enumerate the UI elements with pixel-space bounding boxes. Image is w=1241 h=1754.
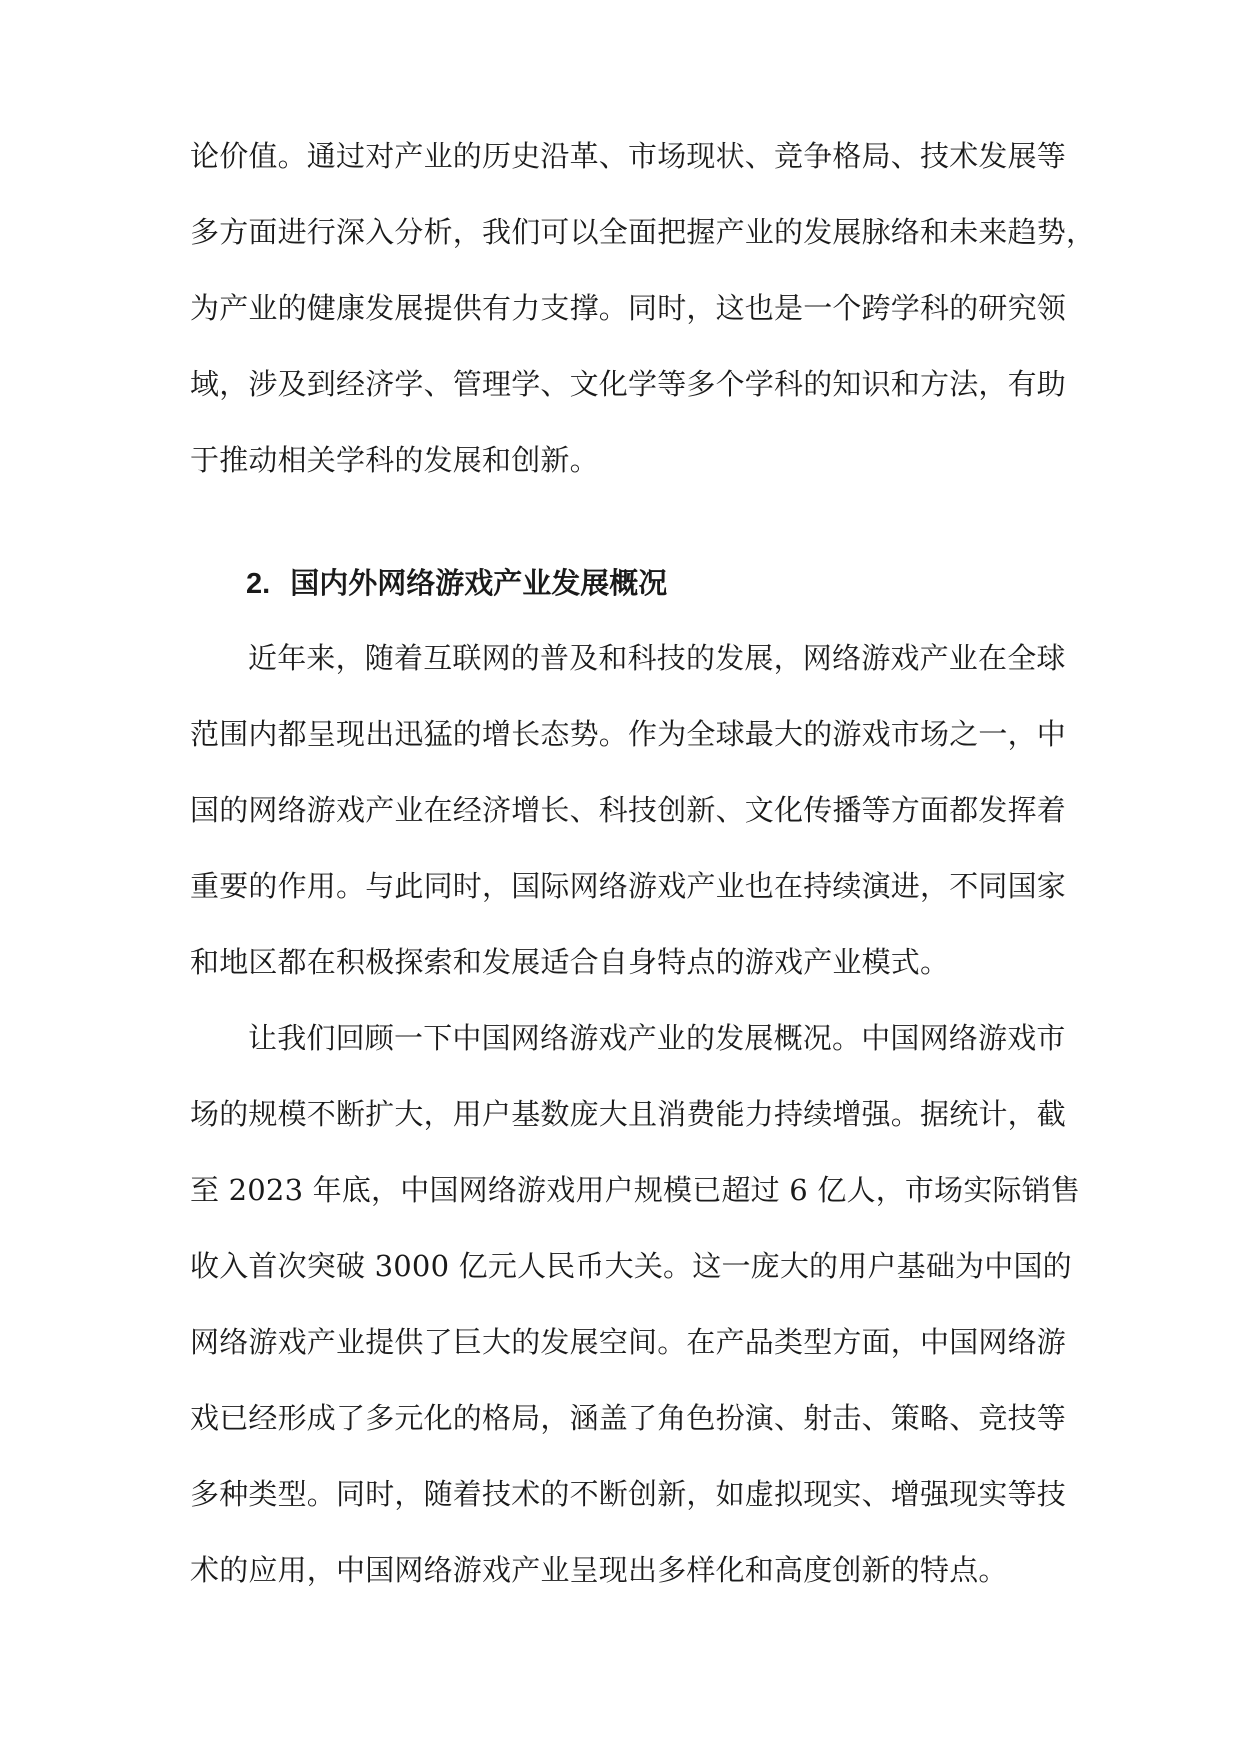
text-line: 至 2023 年底，中国网络游戏用户规模已超过 6 亿人，市场实际销售	[190, 1173, 1081, 1207]
text-line: 近年来，随着互联网的普及和科技的发展，网络游戏产业在全球	[248, 641, 1066, 675]
text-line: 戏已经形成了多元化的格局，涵盖了角色扮演、射击、策略、竞技等	[190, 1401, 1067, 1435]
text-line: 术的应用，中国网络游戏产业呈现出多样化和高度创新的特点。	[190, 1553, 1008, 1587]
text-line: 场的规模不断扩大，用户基数庞大且消费能力持续增强。据统计，截	[190, 1097, 1067, 1131]
text-line: 重要的作用。与此同时，国际网络游戏产业也在持续演进，不同国家	[190, 869, 1067, 903]
section-number: 2.	[246, 568, 271, 600]
text-line: 网络游戏产业提供了巨大的发展空间。在产品类型方面，中国网络游	[190, 1325, 1067, 1359]
text-line: 论价值。通过对产业的历史沿革、市场现状、竞争格局、技术发展等	[190, 139, 1067, 173]
text-line: 多方面进行深入分析，我们可以全面把握产业的发展脉络和未来趋势，	[190, 215, 1096, 249]
text-line: 域，涉及到经济学、管理学、文化学等多个学科的知识和方法，有助	[190, 367, 1067, 401]
text-line: 国的网络游戏产业在经济增长、科技创新、文化传播等方面都发挥着	[190, 793, 1067, 827]
text-line: 收入首次突破 3000 亿元人民币大关。这一庞大的用户基础为中国的	[190, 1249, 1072, 1283]
text-line: 于推动相关学科的发展和创新。	[190, 443, 599, 477]
paragraph-overview	[190, 620, 1070, 1000]
paragraph-intro	[190, 118, 1096, 498]
text-line: 为产业的健康发展提供有力支撑。同时，这也是一个跨学科的研究领	[190, 291, 1067, 325]
text-line: 范围内都呈现出迅猛的增长态势。作为全球最大的游戏市场之一，中	[190, 717, 1067, 751]
text-line: 多种类型。同时，随着技术的不断创新，如虚拟现实、增强现实等技	[190, 1477, 1067, 1511]
section-heading	[246, 545, 667, 621]
paragraph-china	[190, 1000, 1081, 1608]
section-title: 国内外网络游戏产业发展概况	[290, 566, 668, 600]
text-line: 让我们回顾一下中国网络游戏产业的发展概况。中国网络游戏市	[248, 1021, 1066, 1055]
text-line: 和地区都在积极探索和发展适合自身特点的游戏产业模式。	[190, 945, 950, 979]
